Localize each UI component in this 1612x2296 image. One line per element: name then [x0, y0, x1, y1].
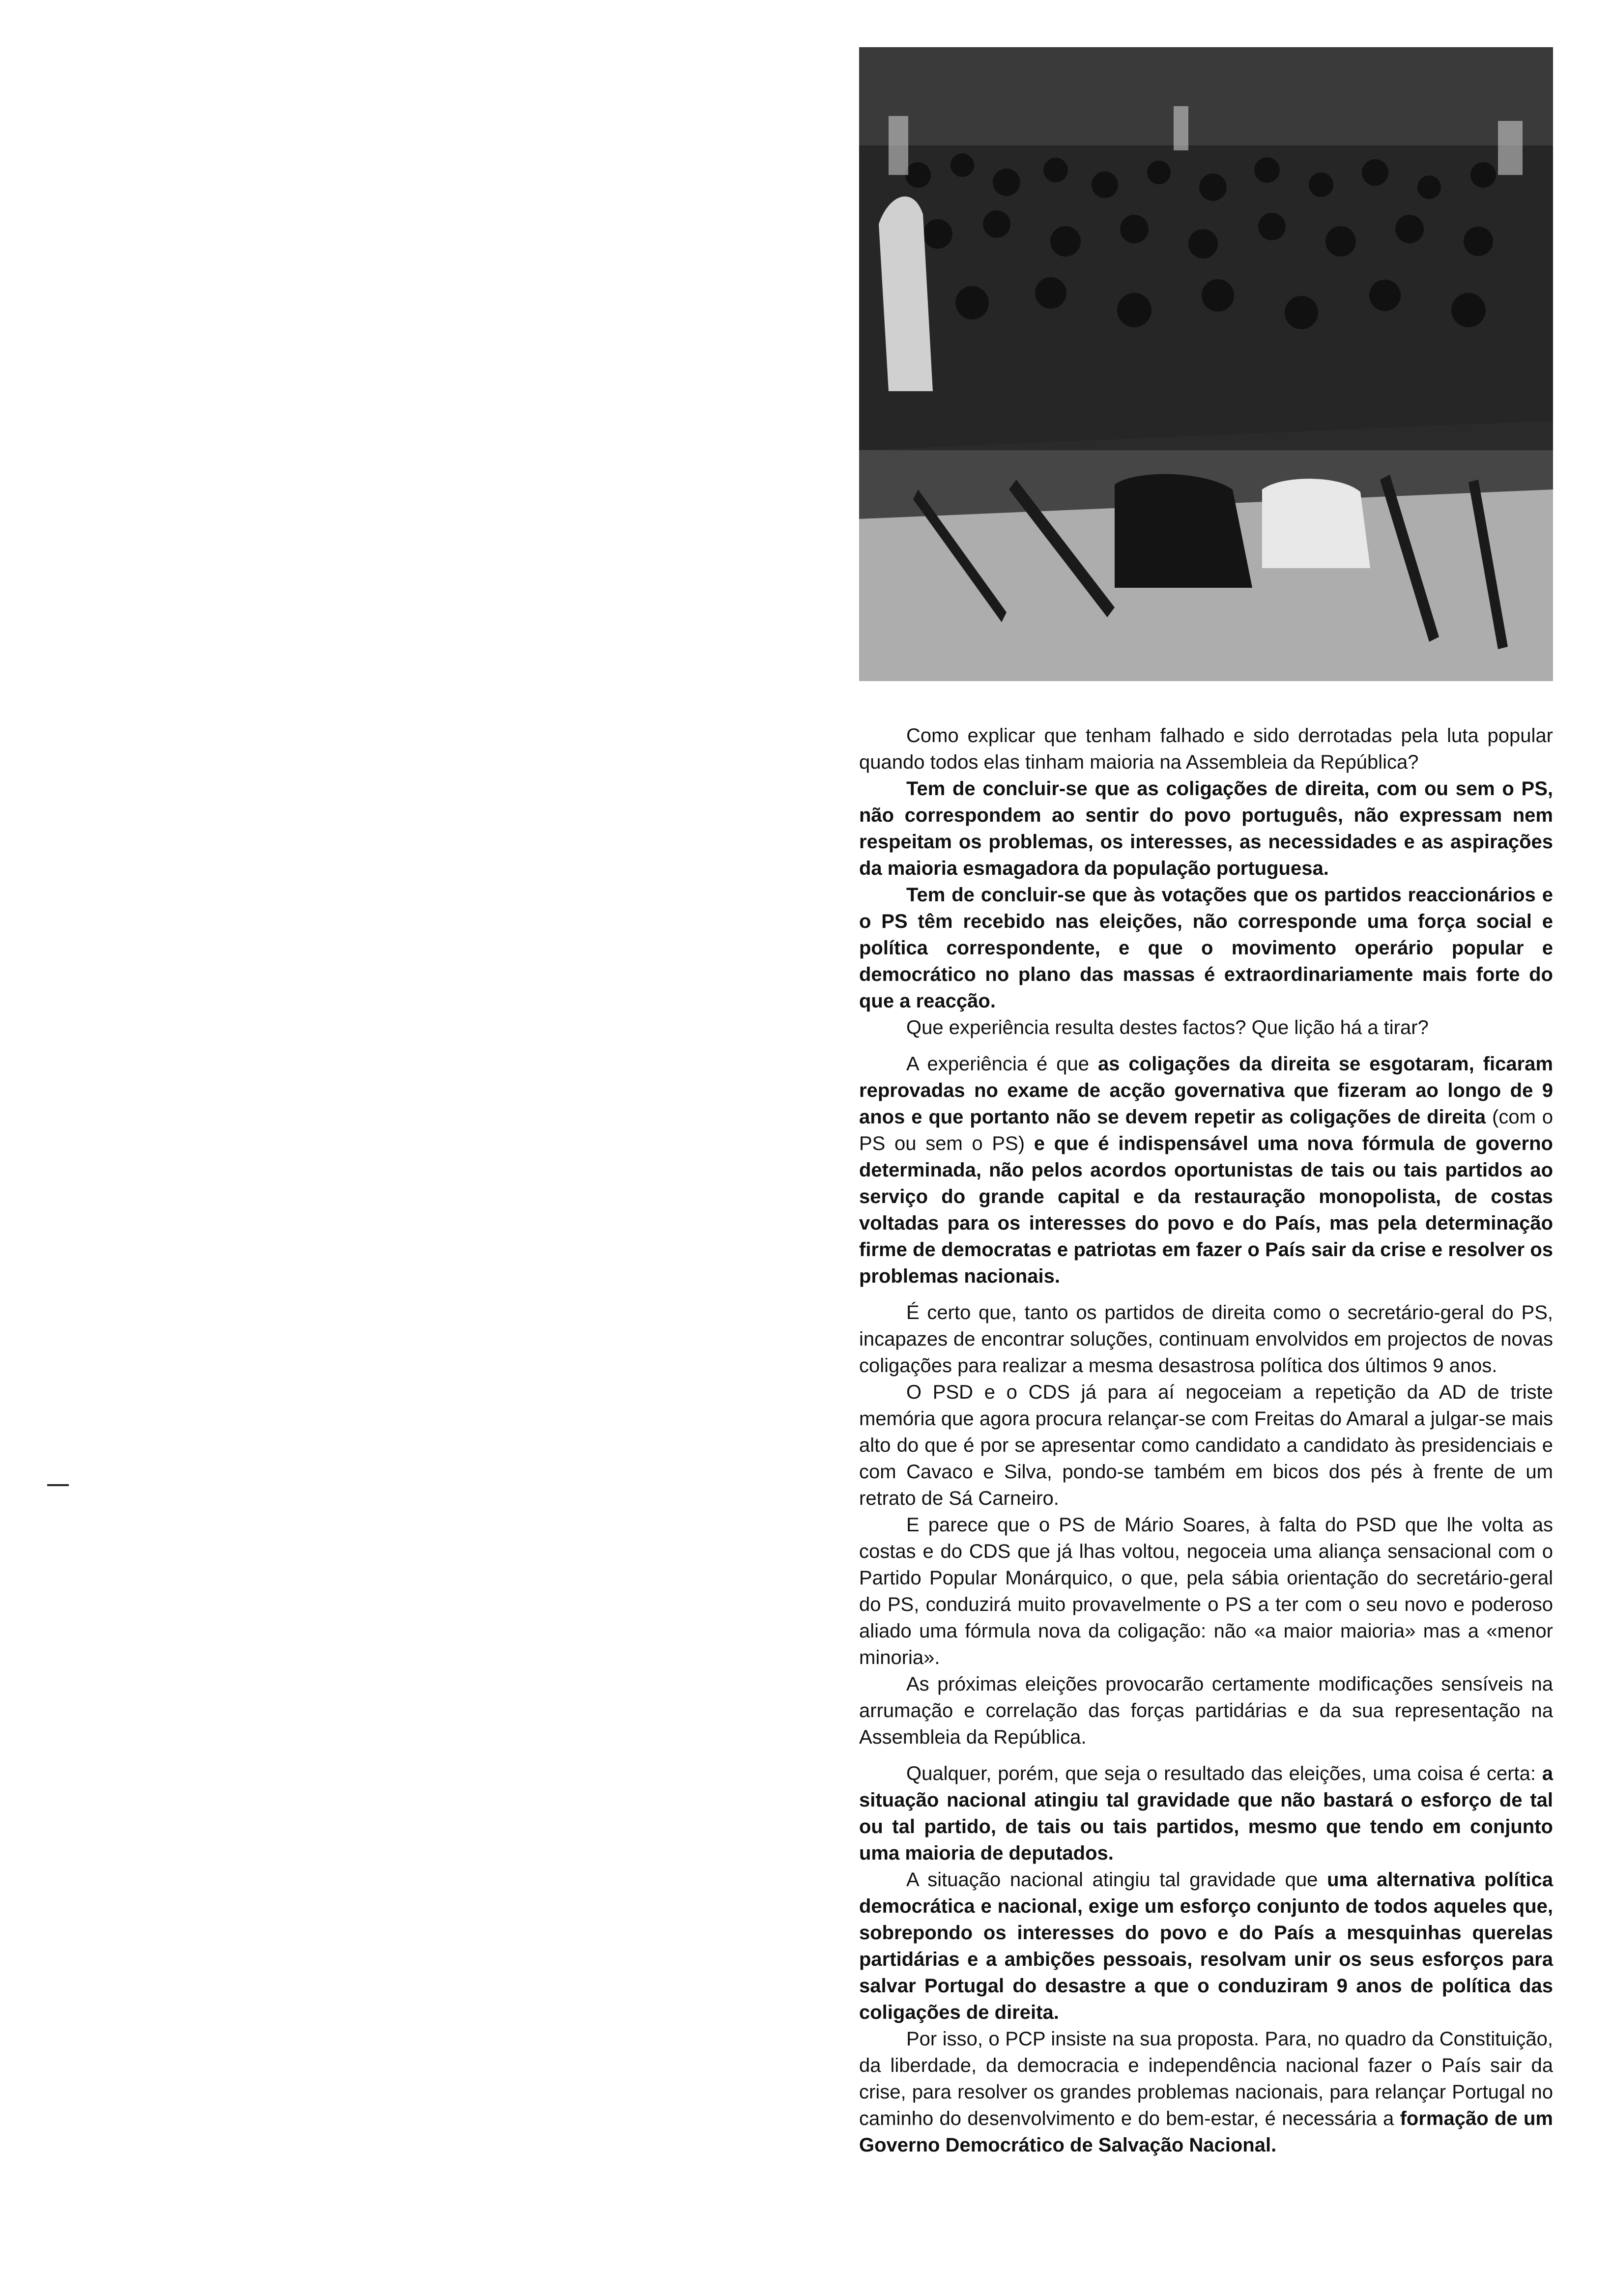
article-paragraph: [859, 1866, 1553, 2026]
article-paragraph: [859, 882, 1553, 1014]
article-paragraph: [859, 1671, 1553, 1751]
text-run: As próximas eleições provocarão certamente modificações sensíveis na arrumação e correlação das forças partidárias e da sua representação na Assembleia da República.: [859, 1673, 1553, 1748]
article-paragraph: [859, 1051, 1553, 1290]
text-run: Que experiência resulta destes factos? Que lição há a tirar?: [906, 1017, 1429, 1038]
article-body: [859, 722, 1553, 2158]
text-run: A situação nacional atingiu tal gravidade que: [906, 1869, 1327, 1891]
article-paragraph: [859, 1760, 1553, 1866]
article-paragraph: [859, 1512, 1553, 1671]
text-run: A experiência é que: [906, 1053, 1098, 1075]
text-run: É certo que, tanto os partidos de direita como o secretário-geral do PS, incapazes de encontrar soluções, continuam envolvidos em projectos de novas coligações para realizar a mesma desastrosa política dos últimos 9 anos.: [859, 1302, 1553, 1377]
article-paragraph: [859, 1014, 1553, 1041]
text-run: (com o PS ou sem o PS): [859, 1106, 1554, 1154]
crowd-illustration: [859, 47, 1553, 681]
page-edge-mark: [47, 1484, 69, 1486]
article-paragraph: [859, 2026, 1553, 2158]
text-run: Por isso, o PCP insiste na sua proposta. Para, no quadro da Constituição, da liberdade, da democracia e independência nacional fazer o País sair da crise, para resolver os grandes problemas nacionais, para relançar Portugal no caminho do desenvolvimento e do bem-estar, é necessária a: [859, 2028, 1553, 2129]
bold-text-run: e que é indispensável uma nova fórmula de governo determinada, não pelos acordos oportunistas de tais ou tais partidos ao serviço do grande capital e da restauração monopolista, de costas voltadas para os interesses do povo e do País, mas pela determinação firme de democratas e patriotas em fazer o País sair da crise e resolver os problemas nacionais.: [859, 1133, 1553, 1287]
bold-text-run: Tem de concluir-se que às votações que os partidos reaccionários e o PS têm recebido nas eleições, não corresponde uma força social e política correspondente, e que o movimento operário popular e democrático no plano das massas é extraordinariamente mais forte do que a reacção.: [859, 884, 1553, 1012]
bold-text-run: uma alternativa política democrática e nacional, exige um esforço conjunto de todos aqueles que, sobrepondo os interesses do povo e do País a mesquinhas querelas partidárias e a ambições pessoais, resolvam unir os seus esforços para salvar Portugal do desastre a que o conduziram 9 anos de política das coligações de direita.: [859, 1869, 1553, 2023]
text-run: Como explicar que tenham falhado e sido derrotadas pela luta popular quando todos elas tinham maioria na Assembleia da República?: [859, 725, 1553, 773]
article-paragraph: [859, 722, 1553, 775]
text-run: E parece que o PS de Mário Soares, à falta do PSD que lhe volta as costas e do CDS que já lhas voltou, negoceia uma aliança sensacional com o Partido Popular Monárquico, o que, pela sábia orientação do secretário-geral do PS, conduzirá muito provavelmente o PS a ter com o seu novo e poderoso aliado uma fórmula nova da coligação: não «a maior maioria» mas a «menor minoria».: [859, 1514, 1553, 1668]
article-paragraph: [859, 1379, 1553, 1512]
text-run: Qualquer, porém, que seja o resultado das eleições, uma coisa é certa:: [906, 1763, 1542, 1784]
text-run: O PSD e o CDS já para aí negoceiam a repetição da AD de triste memória que agora procura relançar-se com Freitas do Amaral a julgar-se mais alto do que é por se apresentar como candidato a candidato às presidenciais e com Cavaco e Silva, pondo-se também em bicos dos pés à frente de um retrato de Sá Carneiro.: [859, 1381, 1553, 1509]
article-paragraph: [859, 1299, 1553, 1379]
bold-text-run: as coligações da direita se esgotaram, ficaram reprovadas no exame de acção governativa que fizeram ao longo de 9 anos e que portanto não se devem repetir as coligações de direita: [859, 1053, 1553, 1128]
bold-text-run: formação de um Governo Democrático de Salvação Nacional.: [859, 2108, 1554, 2156]
article-paragraph: [859, 775, 1553, 882]
bold-text-run: a situação nacional atingiu tal gravidade que não bastará o esforço de tal ou tal partido, de tais ou tais partidos, mesmo que tendo em conjunto uma maioria de deputados.: [859, 1763, 1553, 1864]
rally-photograph: [859, 47, 1553, 681]
bold-text-run: Tem de concluir-se que as coligações de direita, com ou sem o PS, não correspondem ao sentir do povo português, não expressam nem respeitam os problemas, os interesses, as necessidades e as aspirações da maioria esmagadora da população portuguesa.: [859, 778, 1553, 879]
